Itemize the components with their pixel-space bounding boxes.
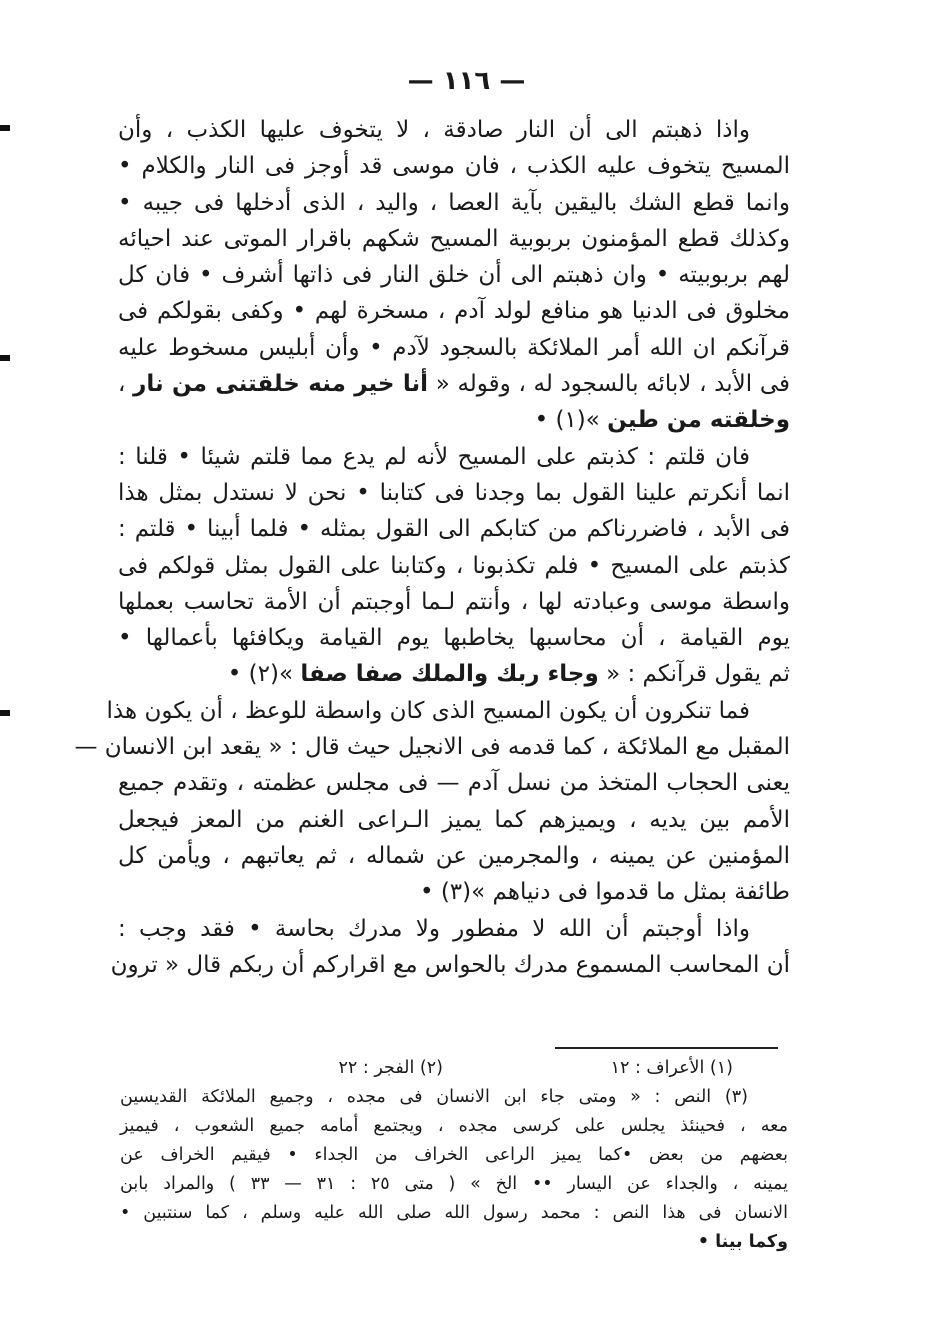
text-line: يوم القيامة ، أن محاسبها يخاطبها يوم القيامة ويكافئها بأعمالها •	[118, 625, 790, 652]
text-line: المؤمنين عن يمينه ، والمجرمين عن شماله ، ثم يعاتبهم ، ويأمن كل	[118, 842, 790, 869]
footnote-line: وكما بينا •	[697, 1232, 788, 1252]
margin-mark	[0, 710, 10, 716]
text-line: فما تنكرون أن يكون المسيح الذى كان واسطة للوعظ ، أن يكون هذا	[106, 697, 750, 724]
text-line: فى الأبد ، لابائه بالسجود له ، وقوله « أنا خير منه خلقتنى من نار ،	[118, 371, 791, 398]
text-line: واسطة موسى وعبادته لها ، وأنتم لـما أوجبتم أن الأمة تحاسب بعملها	[118, 588, 790, 615]
margin-mark	[0, 125, 10, 131]
paragraph	[74, 693, 790, 911]
text-line: طائفة بمثل ما قدموا فى دنياهم »(٣) •	[419, 879, 790, 906]
paragraph	[118, 112, 790, 439]
page-number: — ١١٦ —	[407, 66, 526, 96]
text-line: أن المحاسب المسموع مدرك بالحواس مع اقراركم أن ربكم قال « ترون	[110, 951, 790, 978]
footnote-row	[120, 1054, 788, 1083]
text-line: الأمم بين يديه ، ويميزهم كما يميز الـراعى الغنم من المعز فيجعل	[118, 806, 790, 833]
text-line: فى الأبد ، فاضررناكم من كتابكم الى القول بمثله • فلما أبينا • قلتم :	[118, 516, 790, 543]
main-text	[74, 112, 791, 983]
text-line: انما أنكرتم علينا القول بما وجدنا فى كتابنا • نحن لا نستدل بمثل هذا	[118, 479, 790, 506]
text-line: فان قلتم : كذبتم على المسيح لأنه لم يدع مما قلتم شيئا • قلنا :	[118, 443, 750, 470]
footnote-2: (٢) الفجر : ٢٢	[338, 1058, 443, 1078]
footnotes	[120, 1054, 788, 1257]
text-line: ثم يقول قرآنكم : « وجاء ربك والملك صفا صفا »(٢) •	[227, 661, 790, 688]
footnote-divider	[555, 1047, 778, 1049]
text-line: وانما قطع الشك باليقين بآية العصا ، واليد ، الذى أدخلها فى جيبه •	[118, 189, 790, 216]
text-line: لهم بربوبيته • وان ذهبتم الى أن خلق النار فى ذاتها أشرف • فان كل	[118, 262, 790, 289]
paragraph	[110, 911, 790, 984]
paragraph	[118, 439, 790, 693]
footnote-line: (٣) النص : « ومتى جاء ابن الانسان فى مجده ، وجميع الملائكة القديسين	[120, 1087, 748, 1107]
text-line: يعنى الحجاب المتخذ من نسل آدم — فى مجلس عظمته ، وتقدم جميع	[118, 770, 790, 797]
text-line: واذا ذهبتم الى أن النار صادقة ، لا يتخوف عليها الكذب ، وأن	[118, 117, 750, 143]
text-line: وخلقته من طين »(١) •	[534, 407, 790, 434]
text-line: قرآنكم ان الله أمر الملائكة بالسجود لآدم • وأن أبليس مسخوط عليه	[118, 334, 790, 361]
margin-mark	[0, 355, 10, 361]
footnote-3	[120, 1083, 788, 1257]
footnote-line: يمينه ، والجداء عن اليسار •• الخ » ( متى ٢٥ : ٣١ — ٣٣ ) والمراد بابن	[120, 1174, 789, 1194]
footnote-line: بعضهم من بعض •كما يميز الراعى الخراف من الجداء • فيقيم الخراف عن	[120, 1145, 788, 1165]
footnote-line: الانسان فى هذا النص : محمد رسول الله صلى الله عليه وسلم ، كما سنتبين •	[120, 1203, 788, 1223]
footnote-1: (١) الأعراف : ١٢	[610, 1058, 733, 1078]
text-line: المقبل مع الملائكة ، كما قدمه فى الانجيل حيث قال : « يقعد ابن الانسان —	[74, 734, 790, 761]
footnote-line: معه ، فحينئذ يجلس على كرسى مجده ، ويجتمع أمامه جميع الشعوب ، فيميز	[120, 1116, 788, 1136]
text-line: واذا أوجبتم أن الله لا مفطور ولا مدرك بحاسة • فقد وجب :	[118, 915, 750, 942]
text-line: مخلوق فى الدنيا هو منافع لولد آدم ، مسخرة لهم • وكفى بقولكم فى	[118, 298, 790, 325]
text-line: وكذلك قطع المؤمنون بربوبية المسيح شكهم باقرار الموتى عند احيائه	[118, 225, 790, 252]
text-line: كذبتم على المسيح • فلم تكذبونا ، وكتابنا على القول بمثل قولكم فى	[118, 552, 790, 579]
text-line: المسيح يتخوف عليه الكذب ، فان موسى قد أوجز فى النار والكلام •	[118, 153, 790, 180]
